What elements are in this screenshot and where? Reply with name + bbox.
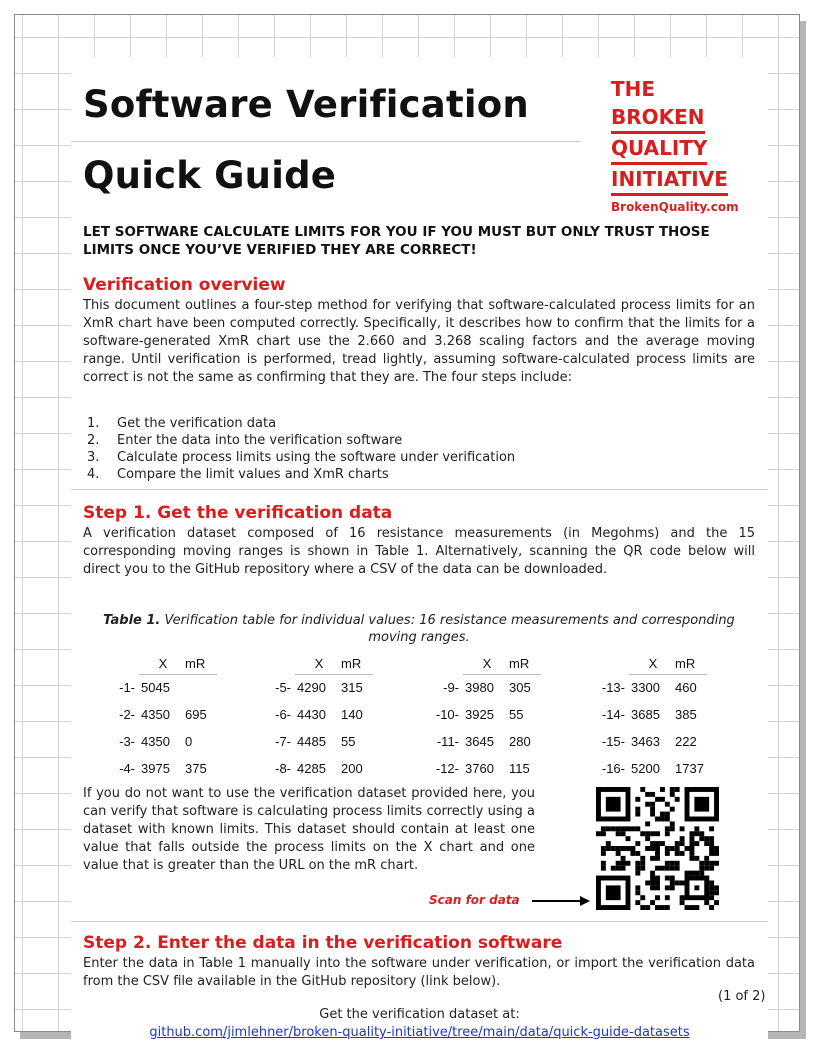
data-table-group-1: [91, 652, 223, 782]
data-table-group-2: [247, 652, 379, 782]
table-row: -14- 3685 385: [601, 707, 697, 722]
step2-body: Enter the data in Table 1 manually into the software under verification, or import the verification data from the CSV file available in the GitHub repository (link below).: [83, 956, 755, 989]
scan-label: Scan for data: [429, 893, 520, 907]
table-row: -2- 4350 695: [119, 707, 207, 722]
table-row: -6- 4430 140: [275, 707, 363, 722]
brand-logo: [611, 75, 739, 216]
list-item: 2. Enter the data into the verification software: [87, 433, 403, 448]
table-caption: [83, 612, 755, 646]
title-line-2: Quick Guide: [83, 154, 337, 197]
logo-line-4: INITIATIVE: [611, 165, 728, 196]
page-content: [71, 57, 768, 1042]
step1-heading: Step 1. Get the verification data: [83, 503, 393, 523]
table-row: -10- 3925 55: [435, 707, 524, 722]
page-number: (1 of 2): [718, 989, 766, 1004]
table-row: -3- 4350 0: [119, 734, 193, 749]
table-row: -9- 3980 305: [443, 680, 531, 695]
step1-body: A verification dataset composed of 16 resistance measurements (in Megohms) and the 15 corresponding moving ranges is shown in Table 1. Alternatively, scanning the QR code below will direct you to the GitHub repository where a CSV of the data can be downloaded.: [83, 526, 755, 577]
alternative-dataset-text: If you do not want to use the verification dataset provided here, you can verify that software is calculating process limits correctly using a dataset with known limits. This dataset should contain at least one value that falls outside the process limits on the X chart and one value that is greater than the URL on the mR chart.: [83, 786, 535, 873]
table-row: -8- 4285 200: [275, 761, 363, 776]
logo-line-1: THE: [611, 77, 656, 101]
logo-url[interactable]: BrokenQuality.com: [611, 200, 739, 214]
section-divider: [71, 489, 768, 490]
table-row: -12- 3760 115: [435, 761, 530, 776]
step2-heading: Step 2. Enter the data in the verification software: [83, 933, 563, 953]
column-header-mr: mR: [509, 655, 530, 671]
table-row: -15- 3463 222: [601, 734, 697, 749]
qr-code[interactable]: [596, 787, 719, 910]
arrow-right-icon: [532, 895, 592, 907]
table-row: -13- 3300 460: [601, 680, 697, 695]
section-divider: [71, 921, 768, 922]
table-row: -11- 3645 280: [436, 734, 531, 749]
column-header-x: X: [482, 655, 492, 671]
overview-body: This document outlines a four-step method for verifying that software-calculated process limits for an XmR chart have been computed correctly. Specifically, it describes how to confirm that the limits for a software-generated XmR chart use the 2.660 and 3.268 scaling factors and the average moving range. Until verification is performed, tread lightly, assuming software-calculated process limits are correct is not the same as confirming that they are. The four steps include:: [83, 298, 755, 385]
list-item: 1. Get the verification data: [87, 416, 277, 431]
table-caption-text: Verification table for individual values: 16 resistance measurements and corresponding moving ranges.: [164, 613, 735, 645]
list-item: 4. Compare the limit values and XmR charts: [87, 467, 389, 482]
table-row: -4- 3975 375: [119, 761, 207, 776]
table-row: -1- 5045: [119, 680, 170, 695]
column-header-x: X: [648, 655, 658, 671]
column-header-x: X: [314, 655, 324, 671]
column-header-x: X: [158, 655, 168, 671]
tagline: LET SOFTWARE CALCULATE LIMITS FOR YOU IF YOU MUST BUT ONLY TRUST THOSE LIMITS ONCE YOU’VE VERIFIED THEY ARE CORRECT!: [83, 224, 710, 258]
title-line-1: Software Verification: [83, 83, 529, 126]
logo-line-2: BROKEN: [611, 103, 705, 134]
column-header-mr: mR: [675, 655, 696, 671]
logo-line-3: QUALITY: [611, 134, 707, 165]
document-page: [14, 14, 800, 1040]
overview-heading: Verification overview: [83, 275, 286, 295]
data-table-group-4: [581, 652, 713, 782]
table-row: -5- 4290 315: [275, 680, 363, 695]
column-header-mr: mR: [185, 655, 206, 671]
list-item: 3. Calculate process limits using the software under verification: [87, 450, 516, 465]
title-divider: [71, 141, 581, 142]
steps-list: [87, 415, 515, 483]
footer-text: Get the verification dataset at:: [319, 1007, 520, 1022]
table-row: -7- 4485 55: [275, 734, 356, 749]
data-table-group-3: [415, 652, 547, 782]
table-row: -16- 5200 1737: [601, 761, 704, 776]
table-caption-label: Table 1.: [103, 613, 161, 628]
github-link[interactable]: github.com/jimlehner/broken-quality-initiative/tree/main/data/quick-guide-datasets: [149, 1025, 690, 1040]
column-header-mr: mR: [341, 655, 362, 671]
